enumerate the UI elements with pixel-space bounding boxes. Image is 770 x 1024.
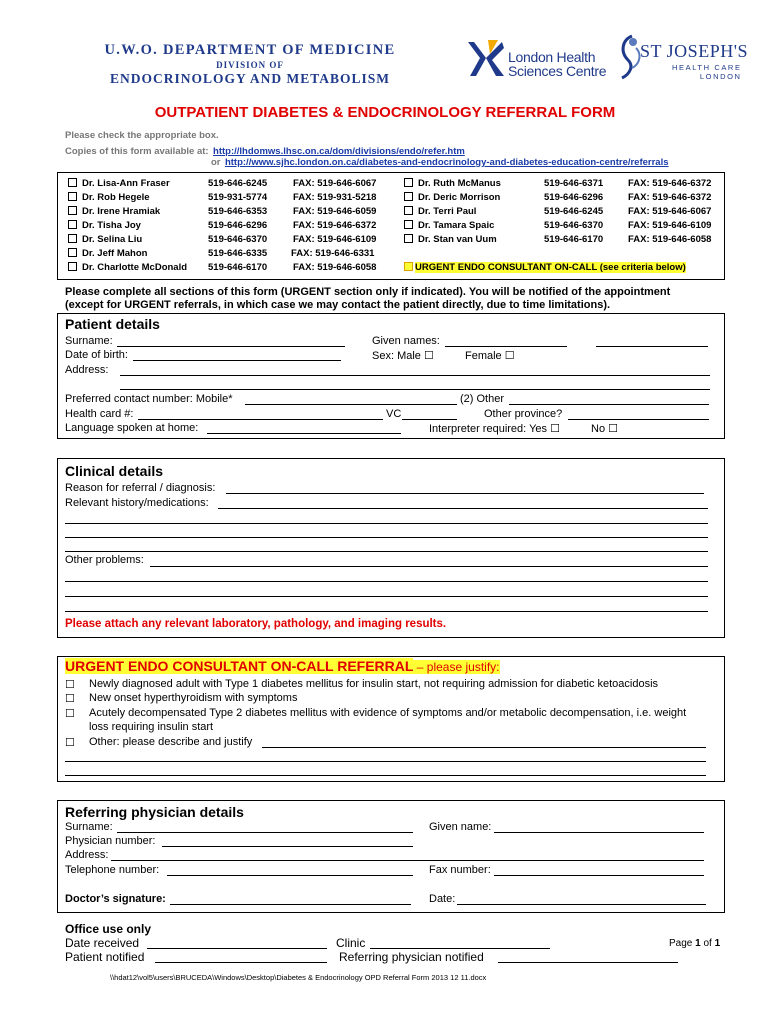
patient-surname-label: Surname: (65, 335, 113, 347)
other-problems-field[interactable] (150, 566, 708, 567)
type2-checkbox-icon: ☐ (65, 708, 75, 720)
patient-surname-field[interactable] (117, 346, 345, 347)
history-field[interactable] (218, 508, 708, 509)
doctor-checkbox[interactable] (404, 192, 413, 201)
doctor-checkbox[interactable] (404, 206, 413, 215)
doctor-checkbox[interactable] (68, 234, 77, 243)
form-link-sjhc[interactable]: http://www.sjhc.london.on.ca/diabetes-and-endocrinology-and-diabetes-education-centre/referrals (224, 157, 669, 168)
patient-dob-field[interactable] (133, 360, 341, 361)
st-josephs-logo-subtext: HEALTH CARE LONDON (672, 63, 742, 81)
urgent-referral-title: URGENT ENDO CONSULTANT ON-CALL REFERRAL – please justify: (65, 658, 500, 674)
clinic-field[interactable] (370, 948, 550, 949)
interpreter-yes[interactable]: Interpreter required: Yes ☐ (429, 423, 560, 435)
referring-physician-title: Referring physician details (65, 804, 244, 820)
department-title: U.W.O. DEPARTMENT OF MEDICINE (104, 42, 396, 58)
history-field-4[interactable] (65, 551, 708, 552)
date-received-field[interactable] (147, 948, 327, 949)
telephone-label: Telephone number: (65, 864, 160, 876)
urgent-criteria-type2-cont: loss requiring insulin start (89, 721, 214, 733)
doctor-row[interactable]: Dr. Charlotte McDonald 519-646-6170 FAX: 519-646-6058 (68, 262, 388, 273)
form-title: OUTPATIENT DIABETES & ENDOCRINOLOGY REFERRAL FORM (154, 104, 616, 121)
urgent-other-field-3[interactable] (65, 775, 706, 776)
interpreter-yes-checkbox-icon: ☐ (550, 423, 560, 435)
date-field[interactable] (457, 904, 706, 905)
interpreter-no-checkbox-icon: ☐ (608, 423, 618, 435)
doctor-row[interactable]: Dr. Tisha Joy 519-646-6296 FAX: 519-646-6372 (68, 220, 388, 231)
telephone-field[interactable] (167, 875, 413, 876)
ref-address-field[interactable] (111, 860, 704, 861)
language-label: Language spoken at home: (65, 422, 199, 434)
doctor-checkbox[interactable] (404, 178, 413, 187)
ref-surname-label: Surname: (65, 821, 113, 833)
file-path-footer: \\hdat12\vol5\users\BRUCEDA\Windows\Desktop\Diabetes & Endocrinology OPD Referral Form 2013 12 11.docx (110, 973, 487, 982)
clinic-label: Clinic (336, 936, 366, 950)
patient-other-phone-label: (2) Other (460, 393, 505, 405)
ref-address-label: Address: (65, 849, 109, 861)
language-field[interactable] (207, 433, 401, 434)
division-name: ENDOCRINOLOGY AND METABOLISM (109, 71, 391, 86)
doctor-row[interactable]: Dr. Stan van Uum 519-646-6170 FAX: 519-646-6058 (404, 234, 722, 245)
doctor-checkbox[interactable] (404, 220, 413, 229)
patient-mobile-field[interactable] (245, 404, 457, 405)
patient-sex-male[interactable]: Sex: Male ☐ (372, 350, 434, 362)
reason-field[interactable] (226, 493, 704, 494)
urgent-other-field[interactable] (262, 747, 706, 748)
other-problems-field-2[interactable] (65, 581, 708, 582)
lhsc-logo-icon (468, 38, 504, 80)
urgent-other-field-2[interactable] (65, 761, 706, 762)
doctor-checkbox[interactable] (68, 220, 77, 229)
vc-field[interactable] (402, 419, 457, 420)
st-josephs-logo-text: ST JOSEPH'S (640, 41, 748, 61)
vc-label: VC (386, 408, 402, 420)
doctor-row[interactable]: Dr. Terri Paul 519-646-6245 FAX: 519-646-6067 (404, 206, 722, 217)
page-indicator: Page 1 of 1 (669, 938, 721, 949)
other-problems-label: Other problems: (65, 554, 144, 566)
patient-address-label: Address: (65, 364, 109, 376)
doctor-row[interactable]: Dr. Ruth McManus 519-646-6371 FAX: 519-646-6372 (404, 178, 722, 189)
doctor-checkbox[interactable] (68, 192, 77, 201)
patient-notified-field[interactable] (155, 962, 327, 963)
patient-mobile-label: Preferred contact number: Mobile* (65, 393, 233, 405)
signature-label: Doctor’s signature: (65, 893, 166, 905)
copies-line: Copies of this form available at: http://lhdomws.lhsc.on.ca/dom/divisions/endo/refer.htm (65, 146, 465, 157)
interpreter-no[interactable]: No ☐ (591, 423, 618, 435)
doctor-checkbox[interactable] (68, 178, 77, 187)
doctor-row[interactable]: Dr. Rob Hegele 519-931-5774 FAX: 519-931-5218 (68, 192, 388, 203)
doctor-row[interactable]: Dr. Jeff Mahon 519-646-6335 FAX: 519-646-6331 (68, 248, 388, 259)
patient-address-field-2[interactable] (120, 389, 710, 390)
referring-notified-label: Referring physician notified (339, 950, 484, 964)
health-card-label: Health card #: (65, 408, 134, 420)
alt-link-line: or http://www.sjhc.london.on.ca/diabetes-and-endocrinology-and-diabetes-education-centre/referrals (211, 157, 669, 168)
other-problems-field-4[interactable] (65, 611, 708, 612)
patient-given-field[interactable] (445, 346, 567, 347)
reason-label: Reason for referral / diagnosis: (65, 482, 216, 494)
physician-number-label: Physician number: (65, 835, 156, 847)
patient-sex-female[interactable]: Female ☐ (465, 350, 515, 362)
other-problems-field-3[interactable] (65, 596, 708, 597)
type1-checkbox-icon: ☐ (65, 679, 75, 691)
history-field-3[interactable] (65, 537, 708, 538)
completion-note-1: Please complete all sections of this form (URGENT section only if indicated). You will be notified of the appointment (65, 286, 671, 298)
patient-given-field-2[interactable] (596, 346, 708, 347)
ref-given-field[interactable] (494, 832, 704, 833)
doctor-row[interactable]: Dr. Tamara Spaic 519-646-6370 FAX: 519-646-6109 (404, 220, 722, 231)
ref-surname-field[interactable] (117, 832, 413, 833)
attach-results-note: Please attach any relevant laboratory, pathology, and imaging results. (65, 618, 447, 630)
fax-label: Fax number: (429, 864, 491, 876)
date-label: Date: (429, 893, 456, 905)
male-checkbox-icon: ☐ (423, 350, 434, 362)
doctor-checkbox[interactable] (68, 206, 77, 215)
urgent-criteria-hyperthyroid[interactable]: ☐ New onset hyperthyroidism with symptoms (65, 692, 298, 705)
clinical-details-title: Clinical details (65, 463, 164, 479)
other-province-label: Other province? (484, 408, 563, 420)
division-label: DIVISION OF (216, 60, 284, 70)
other-province-field[interactable] (568, 419, 709, 420)
urgent-criteria-type2[interactable]: ☐ Acutely decompensated Type 2 diabetes mellitus with evidence of symptoms and/or metabolic decompensation, i.e. weight (65, 707, 687, 720)
doctor-row[interactable]: Dr. Lisa-Ann Fraser 519-646-6245 FAX: 519-646-6067 (68, 178, 388, 189)
doctor-checkbox[interactable] (68, 248, 77, 257)
urgent-checkbox[interactable] (404, 262, 413, 271)
patient-notified-label: Patient notified (65, 950, 145, 964)
doctor-checkbox[interactable] (404, 234, 413, 243)
referring-notified-field[interactable] (498, 962, 678, 963)
office-use-title: Office use only (65, 922, 152, 936)
patient-details-title: Patient details (65, 316, 160, 332)
completion-note-2: (except for URGENT referrals, in which case we may contact the patient directly, due to time limitations). (65, 299, 611, 311)
history-label: Relevant history/medications: (65, 497, 209, 509)
patient-dob-label: Date of birth: (65, 349, 128, 361)
urgent-oncall-option[interactable]: URGENT ENDO CONSULTANT ON-CALL (see criteria below) (404, 262, 722, 273)
urgent-criteria-other[interactable]: ☐ Other: please describe and justify (65, 736, 253, 749)
physician-number-field[interactable] (162, 846, 413, 847)
date-received-label: Date received (65, 936, 140, 950)
check-instruction: Please check the appropriate box. (65, 130, 219, 141)
patient-given-label: Given names: (372, 335, 440, 347)
ref-given-label: Given name: (429, 821, 492, 833)
patient-other-phone-field[interactable] (509, 404, 709, 405)
doctor-row[interactable]: Dr. Deric Morrison 519-646-6296 FAX: 519-646-6372 (404, 192, 722, 203)
doctor-row[interactable]: Dr. Irene Hramiak 519-646-6353 FAX: 519-646-6059 (68, 206, 388, 217)
fax-field[interactable] (494, 875, 704, 876)
other-checkbox-icon: ☐ (65, 737, 75, 749)
hyperthyroid-checkbox-icon: ☐ (65, 693, 75, 705)
female-checkbox-icon: ☐ (504, 350, 515, 362)
history-field-2[interactable] (65, 523, 708, 524)
urgent-criteria-type1[interactable]: ☐ Newly diagnosed adult with Type 1 diabetes mellitus for insulin start, not requiring admission for diabetic ketoacidosis (65, 678, 659, 691)
health-card-field[interactable] (138, 419, 383, 420)
patient-address-field[interactable] (120, 375, 710, 376)
signature-field[interactable] (170, 904, 411, 905)
lhsc-logo-text: London Health Sciences Centre (508, 49, 607, 79)
doctor-checkbox[interactable] (68, 262, 77, 271)
form-link-lhsc[interactable]: http://lhdomws.lhsc.on.ca/dom/divisions/endo/refer.htm (213, 146, 465, 157)
doctor-row[interactable]: Dr. Selina Liu 519-646-6370 FAX: 519-646-6109 (68, 234, 388, 245)
